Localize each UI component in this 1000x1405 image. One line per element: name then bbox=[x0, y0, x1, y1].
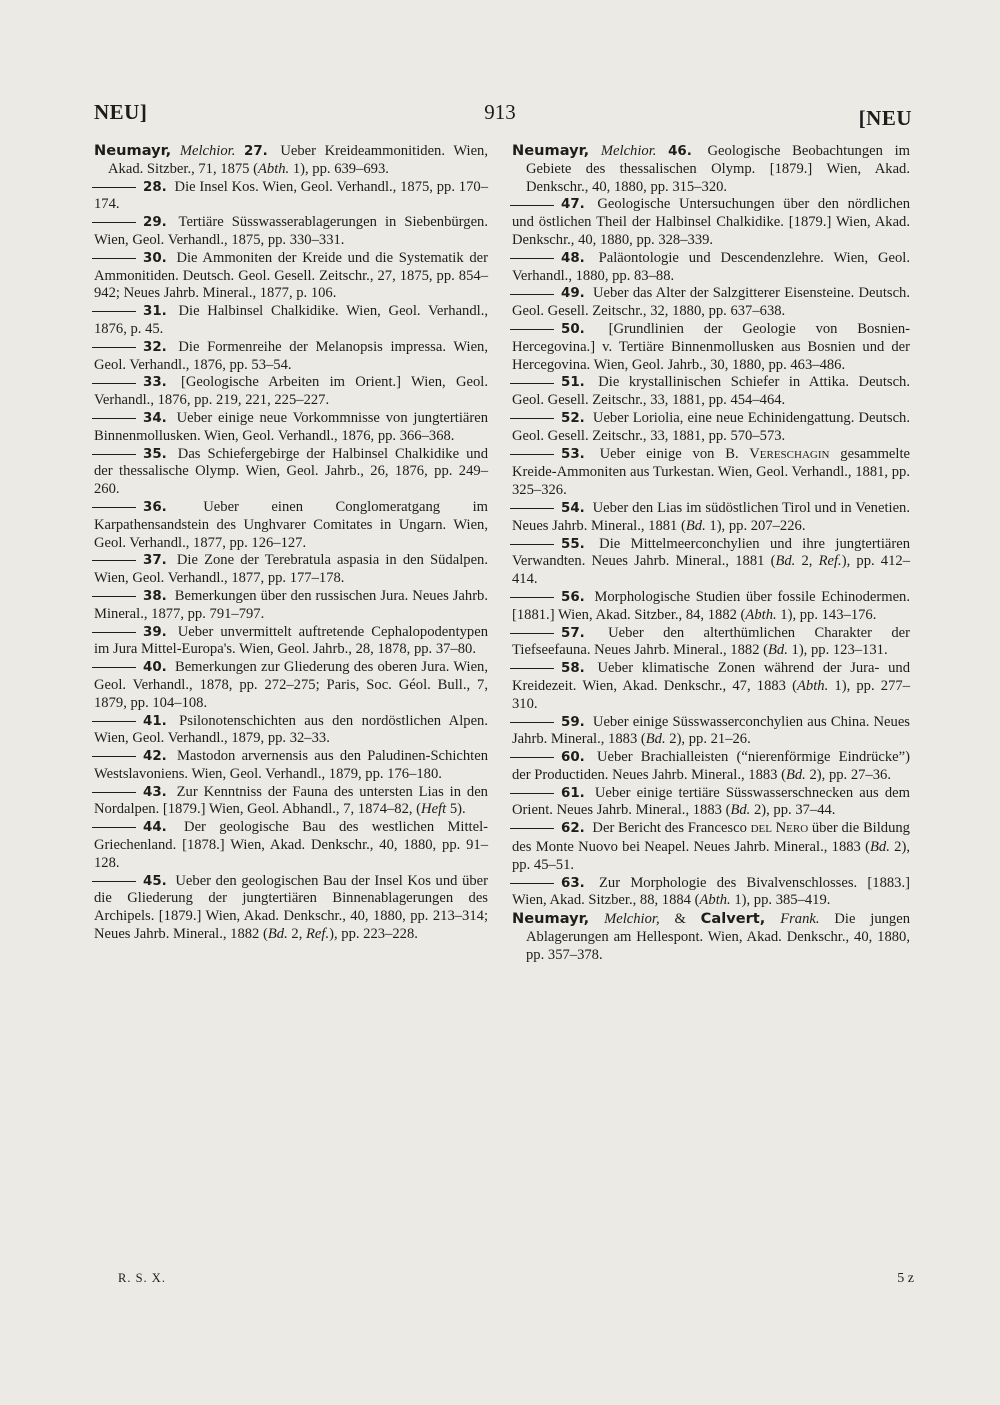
entry-coauthor: Calvert, bbox=[700, 910, 766, 928]
footer-signature: R. S. X. bbox=[118, 1271, 166, 1285]
entry-number: 55. bbox=[561, 536, 585, 552]
entry-text: Das Schiefergebirge der Halbinsel Chalkidike und der thessalische Olymp. Wien, Geol. Jahrb., 26, 1876, pp. 249–260. bbox=[94, 445, 488, 498]
ditto-dash bbox=[510, 294, 554, 295]
entry-number: 49. bbox=[561, 286, 585, 302]
bibliography-entry bbox=[512, 875, 910, 911]
entry-text: Ueber den Lias im südöstlichen Tirol und in Venetien. Neues Jahrb. Mineral., 1881 (Bd. 1), pp. 207–226. bbox=[512, 499, 910, 534]
ditto-dash bbox=[92, 187, 136, 188]
ditto-dash bbox=[510, 828, 554, 829]
entry-number: 34. bbox=[143, 410, 167, 426]
ditto-dash bbox=[510, 597, 554, 598]
entry-text: Geologische Beobachtungen im Gebiete des thessalischen Olymp. [1879.] Wien, Akad. Denkschr., 40, 1880, pp. 315–320. bbox=[526, 143, 910, 195]
bibliography-entry bbox=[512, 660, 910, 713]
ditto-dash bbox=[510, 329, 554, 330]
entry-text: Ueber klimatische Zonen während der Jura- und Kreidezeit. Wien, Akad. Denkschr., 47, 1883 (Abth. 1), pp. 277–310. bbox=[512, 660, 910, 712]
ditto-dash bbox=[510, 454, 554, 455]
bibliography-entry bbox=[94, 624, 488, 660]
entry-number: 43. bbox=[143, 784, 167, 800]
bibliography-entry bbox=[94, 142, 488, 179]
entry-text: Der geologische Bau des westlichen Mittel-Griechenland. [1878.] Wien, Akad. Denkschr., 40, 1880, pp. 91–128. bbox=[94, 819, 488, 871]
ditto-dash bbox=[92, 881, 136, 882]
entry-number: 58. bbox=[561, 661, 585, 677]
bibliography-entry bbox=[512, 625, 910, 661]
ditto-dash bbox=[510, 883, 554, 884]
bibliography-entry bbox=[512, 374, 910, 410]
bibliography-entry bbox=[94, 250, 488, 303]
entry-number: 27. bbox=[244, 144, 268, 159]
entry-text: Ueber das Alter der Salzgitterer Eisensteine. Deutsch. Geol. Gesell. Zeitschr., 32, 1880, pp. 637–638. bbox=[512, 285, 910, 320]
bibliography-entry bbox=[94, 303, 488, 339]
entry-number: 30. bbox=[143, 250, 167, 266]
ditto-dash bbox=[92, 792, 136, 793]
entry-number: 28. bbox=[143, 179, 167, 195]
entry-number: 46. bbox=[668, 144, 692, 159]
right-column bbox=[512, 142, 910, 965]
entry-text: Ueber einige Süsswasserconchylien aus China. Neues Jahrb. Mineral., 1883 (Bd. 2), pp. 21–26. bbox=[512, 713, 910, 748]
entry-forename: Melchior, bbox=[604, 911, 660, 928]
entry-text: Ueber einige neue Vorkommnisse von jungtertiären Binnenmollusken. Wien, Geol. Verhandl., 1876, pp. 366–368. bbox=[94, 409, 488, 444]
entry-number: 62. bbox=[561, 821, 585, 837]
entry-number: 44. bbox=[143, 820, 167, 836]
bibliography-entry bbox=[94, 499, 488, 552]
entry-text: Ueber einige von B. VERESCHAGIN gesammelte Kreide-Ammoniten aus Turkestan. Wien, Geol. Verhandl., 1881, pp. 325–326. bbox=[512, 445, 910, 499]
entry-number: 32. bbox=[143, 339, 167, 355]
ditto-dash bbox=[92, 454, 136, 455]
entry-number: 42. bbox=[143, 749, 167, 765]
entry-number: 41. bbox=[143, 713, 167, 729]
ditto-dash bbox=[510, 508, 554, 509]
entry-text: Morphologische Studien über fossile Echinodermen. [1881.] Wien, Akad. Sitzber., 84, 1882 (Abth. 1), pp. 143–176. bbox=[512, 588, 911, 623]
entry-number: 39. bbox=[143, 624, 167, 640]
entry-number: 31. bbox=[143, 304, 167, 320]
entry-text: [Grundlinien der Geologie von Bosnien-Hercegovina.] v. Tertiäre Binnenmollusken aus Bosnien und der Hercegovina. Wien, Geol. Jahrb., 30, 1880, pp. 463–486. bbox=[512, 320, 910, 373]
ditto-dash bbox=[92, 311, 136, 312]
entry-text: Die krystallinischen Schiefer in Attika. Deutsch. Geol. Gesell. Zeitschr., 33, 1881, pp. 454–464. bbox=[512, 374, 911, 409]
entry-text: Ueber einige tertiäre Süsswasserschnecken aus dem Orient. Neues Jahrb. Mineral., 1883 (Bd. 2), pp. 37–44. bbox=[512, 784, 910, 819]
bibliography-entry bbox=[94, 588, 488, 624]
ditto-dash bbox=[510, 205, 554, 206]
bibliography-entry bbox=[94, 410, 488, 446]
bibliography-entry bbox=[512, 536, 910, 589]
bibliography-entry bbox=[512, 749, 910, 785]
ditto-dash bbox=[92, 258, 136, 259]
entry-forename: Melchior. bbox=[179, 143, 236, 159]
ditto-dash bbox=[510, 668, 554, 669]
entry-text: Mastodon arvernensis aus den Paludinen-Schichten Westslavoniens. Wien, Geol. Verhandl., 1879, pp. 176–180. bbox=[94, 748, 488, 782]
bibliography-entry bbox=[512, 500, 910, 536]
bibliography-entry bbox=[512, 250, 910, 286]
entry-number: 52. bbox=[561, 410, 585, 426]
entry-text: Zur Kenntniss der Fauna des untersten Lias in den Nordalpen. [1879.] Wien, Geol. Abhandl., 7, 1874–82, (Heft 5). bbox=[94, 783, 488, 818]
entry-text: Die Insel Kos. Wien, Geol. Verhandl., 1875, pp. 170–174. bbox=[94, 178, 488, 213]
entry-text: Die Halbinsel Chalkidike. Wien, Geol. Verhandl., 1876, p. 45. bbox=[94, 303, 488, 337]
bibliography-entry bbox=[94, 374, 488, 410]
page-header bbox=[0, 100, 1000, 134]
entry-number: 33. bbox=[143, 375, 167, 391]
entry-text: Bemerkungen zur Gliederung des oberen Jura. Wien, Geol. Verhandl., 1878, pp. 272–275; Paris, Soc. Géol. Bull., 7, 1879, pp. 104–108. bbox=[94, 659, 488, 711]
ditto-dash bbox=[510, 793, 554, 794]
bibliography-entry bbox=[512, 142, 910, 196]
entry-number: 59. bbox=[561, 714, 585, 730]
entry-text: Die Mittelmeerconchylien und ihre jungtertiären Verwandten. Neues Jahrb. Mineral., 1881 (Bd. 2, Ref.), pp. 412–414. bbox=[512, 535, 910, 588]
ditto-dash bbox=[92, 347, 136, 348]
bibliography-entry bbox=[94, 552, 488, 588]
ditto-dash bbox=[510, 418, 554, 419]
page-footer bbox=[0, 1271, 1000, 1291]
ditto-dash bbox=[92, 383, 136, 384]
entry-number: 48. bbox=[561, 250, 585, 266]
ditto-dash bbox=[510, 757, 554, 758]
entry-author: Neumayr, bbox=[512, 910, 590, 928]
bibliography-entry bbox=[512, 285, 910, 321]
ditto-dash bbox=[510, 633, 554, 634]
entry-text: Ueber Brachialleisten (“nierenförmige Eindrücke”) der Productiden. Neues Jahrb. Mineral., 1883 (Bd. 2), pp. 27–36. bbox=[512, 749, 910, 783]
bibliography-entry bbox=[94, 659, 488, 712]
entry-number: 51. bbox=[561, 375, 585, 391]
bibliography-entry bbox=[512, 446, 910, 500]
bibliography-entry bbox=[94, 179, 488, 215]
ditto-dash bbox=[510, 383, 554, 384]
entry-number: 38. bbox=[143, 588, 167, 604]
entry-text: Ueber den geologischen Bau der Insel Kos und über die Gliederung der jungtertiären Binnenablagerungen des Archipels. [1879.] Wien, Akad. Denkschr., 40, 1880, pp. 213–314; Neues Jahrb. Mineral., 1882 (Bd. 2, Ref.), pp. 223–228. bbox=[94, 872, 488, 943]
entry-text: Tertiäre Süsswasserablagerungen in Siebenbürgen. Wien, Geol. Verhandl., 1875, pp. 330–331. bbox=[94, 214, 488, 248]
ditto-dash bbox=[92, 222, 136, 223]
ditto-dash bbox=[92, 632, 136, 633]
entry-number: 35. bbox=[143, 446, 167, 462]
entry-number: 56. bbox=[561, 589, 585, 605]
entry-number: 36. bbox=[143, 499, 167, 515]
entry-text: Ueber Loriolia, eine neue Echinidengattung. Deutsch. Geol. Gesell. Zeitschr., 33, 1881, pp. 570–573. bbox=[512, 409, 910, 444]
entry-number: 63. bbox=[561, 875, 585, 891]
bibliography-entry bbox=[512, 196, 910, 249]
entry-text: Der Bericht des Francesco DEL NERO über die Bildung des Monte Nuovo bei Neapel. Neues Jahrb. Mineral., 1883 (Bd. 2), pp. 45–51. bbox=[512, 820, 910, 873]
entry-text: Die jungen Ablagerungen am Hellespont. Wien, Akad. Denkschr., 40, 1880, pp. 357–378. bbox=[526, 911, 910, 963]
bibliography-entry bbox=[94, 873, 488, 944]
ditto-dash bbox=[92, 756, 136, 757]
entry-number: 29. bbox=[143, 215, 167, 231]
entry-number: 47. bbox=[561, 197, 585, 213]
entry-text: Die Ammoniten der Kreide und die Systematik der Ammonitiden. Deutsch. Geol. Gesell. Zeitschr., 27, 1875, pp. 854–942; Neues Jahrb. Mineral., 1877, p. 106. bbox=[94, 249, 488, 302]
entry-number: 54. bbox=[561, 500, 585, 516]
ditto-dash bbox=[92, 827, 136, 828]
entry-author: Neumayr, bbox=[512, 142, 590, 159]
footer-sheet-mark: 5 z bbox=[897, 1271, 914, 1286]
ditto-dash bbox=[510, 722, 554, 723]
entry-number: 61. bbox=[561, 785, 585, 801]
entry-coauthor-forename: Frank. bbox=[780, 911, 820, 928]
entry-forename: Melchior. bbox=[600, 143, 657, 159]
entry-text: Ueber den alterthümlichen Charakter der Tiefseefauna. Neues Jahrb. Mineral., 1882 (Bd. 1), pp. 123–131. bbox=[512, 624, 910, 659]
bibliography-entry bbox=[512, 714, 910, 750]
bibliography-entry bbox=[512, 589, 910, 625]
ditto-dash bbox=[92, 596, 136, 597]
entry-number: 50. bbox=[561, 321, 585, 337]
ditto-dash bbox=[92, 721, 136, 722]
entry-text: Paläontologie und Descendenzlehre. Wien, Geol. Verhandl., 1880, pp. 83–88. bbox=[512, 249, 911, 284]
bibliography-entry bbox=[94, 713, 488, 749]
ditto-dash bbox=[92, 507, 136, 508]
bibliography-entry bbox=[94, 748, 488, 784]
ditto-dash bbox=[510, 544, 554, 545]
entry-number: 60. bbox=[561, 750, 585, 766]
entry-text: Geologische Untersuchungen über den nördlichen und östlichen Theil der Halbinsel Chalkidike. [1879.] Wien, Akad. Denkschr., 40, 1880, pp. 328–339. bbox=[512, 196, 910, 248]
header-right-label: [NEU bbox=[858, 106, 912, 130]
left-column bbox=[94, 142, 488, 944]
bibliography-entry bbox=[94, 819, 488, 872]
entry-text: Ueber einen Conglomeratgang im Karpathensandstein des Unghvarer Comitates in Ungarn. Wien, Geol. Verhandl., 1877, pp. 126–127. bbox=[94, 498, 488, 551]
entry-text: [Geologische Arbeiten im Orient.] Wien, Geol. Verhandl., 1876, pp. 219, 221, 225–227. bbox=[94, 374, 488, 409]
entry-text: Die Formenreihe der Melanopsis impressa. Wien, Geol. Verhandl., 1876, pp. 53–54. bbox=[94, 338, 489, 373]
entry-text: Psilonotenschichten aus den nordöstlichen Alpen. Wien, Geol. Verhandl., 1879, pp. 32–33. bbox=[94, 712, 488, 747]
entry-number: 57. bbox=[561, 625, 585, 641]
entry-number: 53. bbox=[561, 446, 585, 462]
entry-author: Neumayr, bbox=[94, 142, 172, 159]
ditto-dash bbox=[92, 667, 136, 668]
entry-number: 45. bbox=[143, 873, 167, 889]
entry-text: Ueber Kreideammonitiden. Wien, Akad. Sitzber., 71, 1875 (Abth. 1), pp. 639–693. bbox=[108, 143, 489, 177]
entry-text: Bemerkungen über den russischen Jura. Neues Jahrb. Mineral., 1877, pp. 791–797. bbox=[94, 587, 488, 622]
page-number: 913 bbox=[484, 100, 516, 124]
bibliography-entry bbox=[94, 784, 488, 820]
header-left-label: NEU] bbox=[94, 100, 148, 124]
bibliography-entry bbox=[512, 820, 910, 874]
bibliography-entry bbox=[512, 410, 910, 446]
entry-number: 37. bbox=[143, 553, 167, 569]
bibliography-entry bbox=[94, 339, 488, 375]
bibliography-entry bbox=[94, 446, 488, 499]
bibliography-entry bbox=[512, 321, 910, 374]
ditto-dash bbox=[92, 560, 136, 561]
ditto-dash bbox=[510, 258, 554, 259]
ditto-dash bbox=[92, 418, 136, 419]
bibliography-entry bbox=[94, 214, 488, 250]
bibliography-entry bbox=[512, 785, 910, 821]
bibliography-entry: Neumayr, Melchior, & Calvert, Frank. Die jungen Ablagerungen am Hellespont. Wien, Akad. Denkschr., 40, 1880, pp. 357–378. bbox=[512, 910, 910, 963]
entry-text: Zur Morphologie des Bivalvenschlosses. [1883.] Wien, Akad. Sitzber., 88, 1884 (Abth. 1), pp. 385–419. bbox=[512, 874, 910, 909]
entry-text: Die Zone der Terebratula aspasia in den Südalpen. Wien, Geol. Verhandl., 1877, pp. 177–178. bbox=[94, 552, 488, 587]
entry-number: 40. bbox=[143, 660, 167, 676]
entry-text: Ueber unvermittelt auftretende Cephalopodentypen im Jura Mittel-Europa's. Wien, Geol. Jahrb., 28, 1878, pp. 37–80. bbox=[94, 623, 488, 658]
